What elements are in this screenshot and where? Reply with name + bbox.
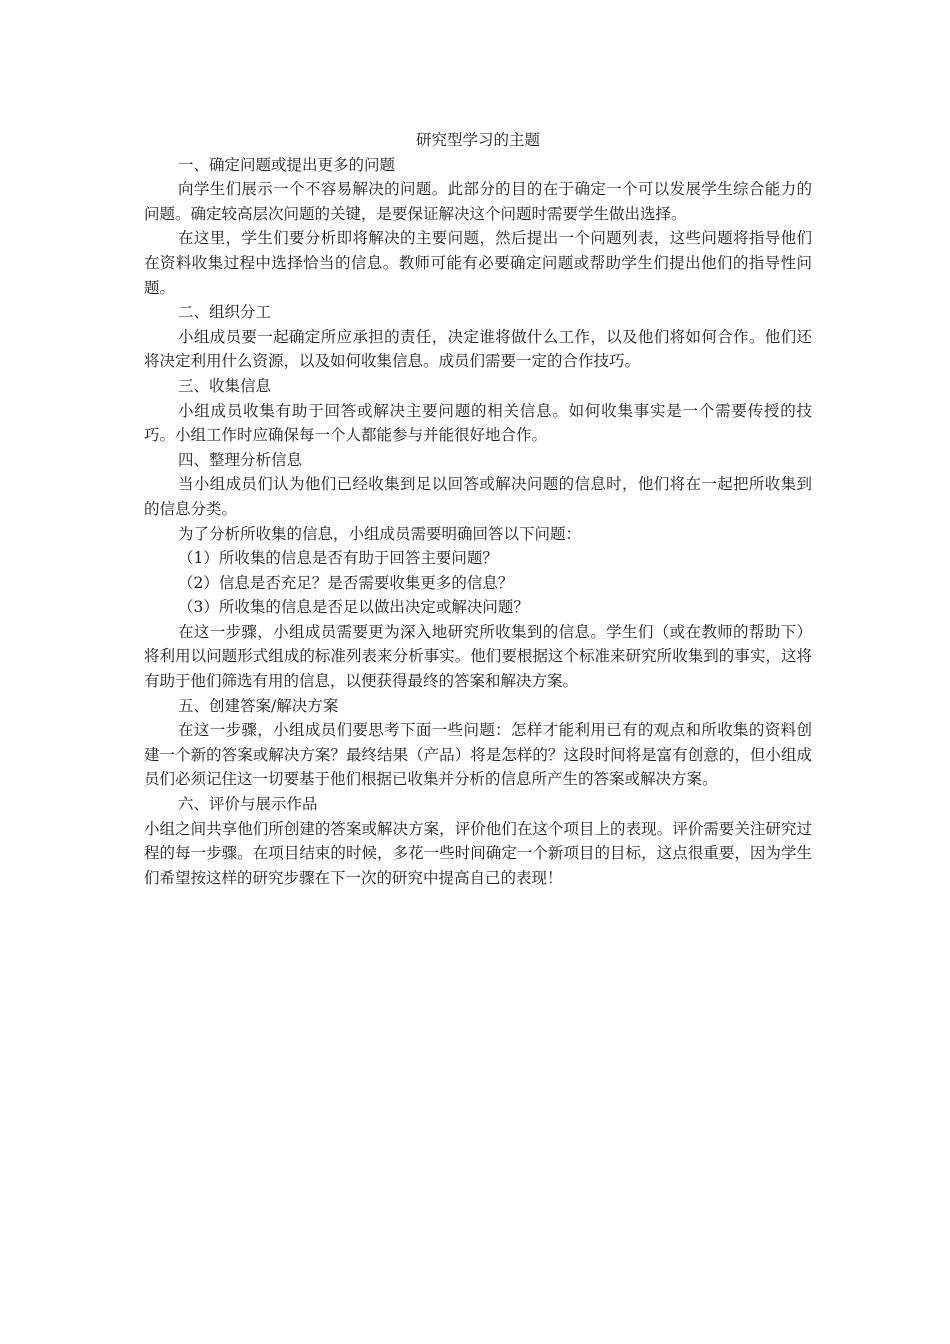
section-heading-6: 六、评价与展示作品: [178, 795, 318, 814]
document-page: [144, 128, 812, 890]
section-heading-2: 二、组织分工: [178, 303, 272, 322]
section-heading-5: 五、创建答案/解决方案: [178, 696, 339, 715]
section-4-question-3: （3）所收集的信息是否足以做出决定或解决问题？: [178, 598, 529, 617]
section-4-question-1: （1）所收集的信息是否有助于回答主要问题？: [178, 549, 498, 568]
section-5-paragraph-1: 在这一步骤，小组成员们要思考下面一些问题：怎样才能利用已有的观点和所收集的资料创建一个新的答案或解决方案？最终结果（产品）将是怎样的？这段时间将是富有创意的，但小组成员们必须记住这一切要基于他们根据已收集并分析的信息所产生的答案或解决方案。: [144, 721, 812, 789]
section-heading-1: 一、确定问题或提出更多的问题: [178, 155, 396, 174]
section-1-paragraph-2: 在这里，学生们要分析即将解决的主要问题，然后提出一个问题列表，这些问题将指导他们在资料收集过程中选择恰当的信息。教师可能有必要确定问题或帮助学生们提出他们的指导性问题。: [144, 229, 812, 297]
section-4-paragraph-1: 当小组成员们认为他们已经收集到足以回答或解决问题的信息时，他们将在一起把所收集到的信息分类。: [144, 475, 812, 518]
section-4-paragraph-3: 在这一步骤，小组成员需要更为深入地研究所收集到的信息。学生们（或在教师的帮助下）将利用以问题形式组成的标准列表来分析事实。他们要根据这个标准来研究所收集到的事实，这将有助于他们筛选有用的信息，以便获得最终的答案和解决方案。: [144, 622, 812, 691]
section-1-paragraph-1: 向学生们展示一个不容易解决的问题。此部分的目的在于确定一个可以发展学生综合能力的问题。确定较高层次问题的关键，是要保证解决这个问题时需要学生做出选择。: [144, 180, 812, 223]
section-6-paragraph-1: 小组之间共享他们所创建的答案或解决方案，评价他们在这个项目上的表现。评价需要关注研究过程的每一步骤。在项目结束的时候，多花一些时间确定一个新项目的目标，这点很重要，因为学生们希望按这样的研究步骤在下一次的研究中提高自己的表现！: [144, 819, 812, 887]
section-4-question-2: （2）信息是否充足？是否需要收集更多的信息？: [178, 573, 514, 592]
section-heading-4: 四、整理分析信息: [178, 450, 303, 469]
section-heading-3: 三、收集信息: [178, 376, 272, 395]
document-title: 研究型学习的主题: [415, 131, 540, 149]
section-2-paragraph-1: 小组成员要一起确定所应承担的责任，决定谁将做什么工作，以及他们将如何合作。他们还将决定利用什么资源，以及如何收集信息。成员们需要一定的合作技巧。: [144, 327, 812, 371]
section-4-paragraph-2: 为了分析所收集的信息，小组成员需要明确回答以下问题：: [178, 524, 582, 543]
section-3-paragraph-1: 小组成员收集有助于回答或解决主要问题的相关信息。如何收集事实是一个需要传授的技巧。小组工作时应确保每一个人都能参与并能很好地合作。: [144, 401, 812, 445]
